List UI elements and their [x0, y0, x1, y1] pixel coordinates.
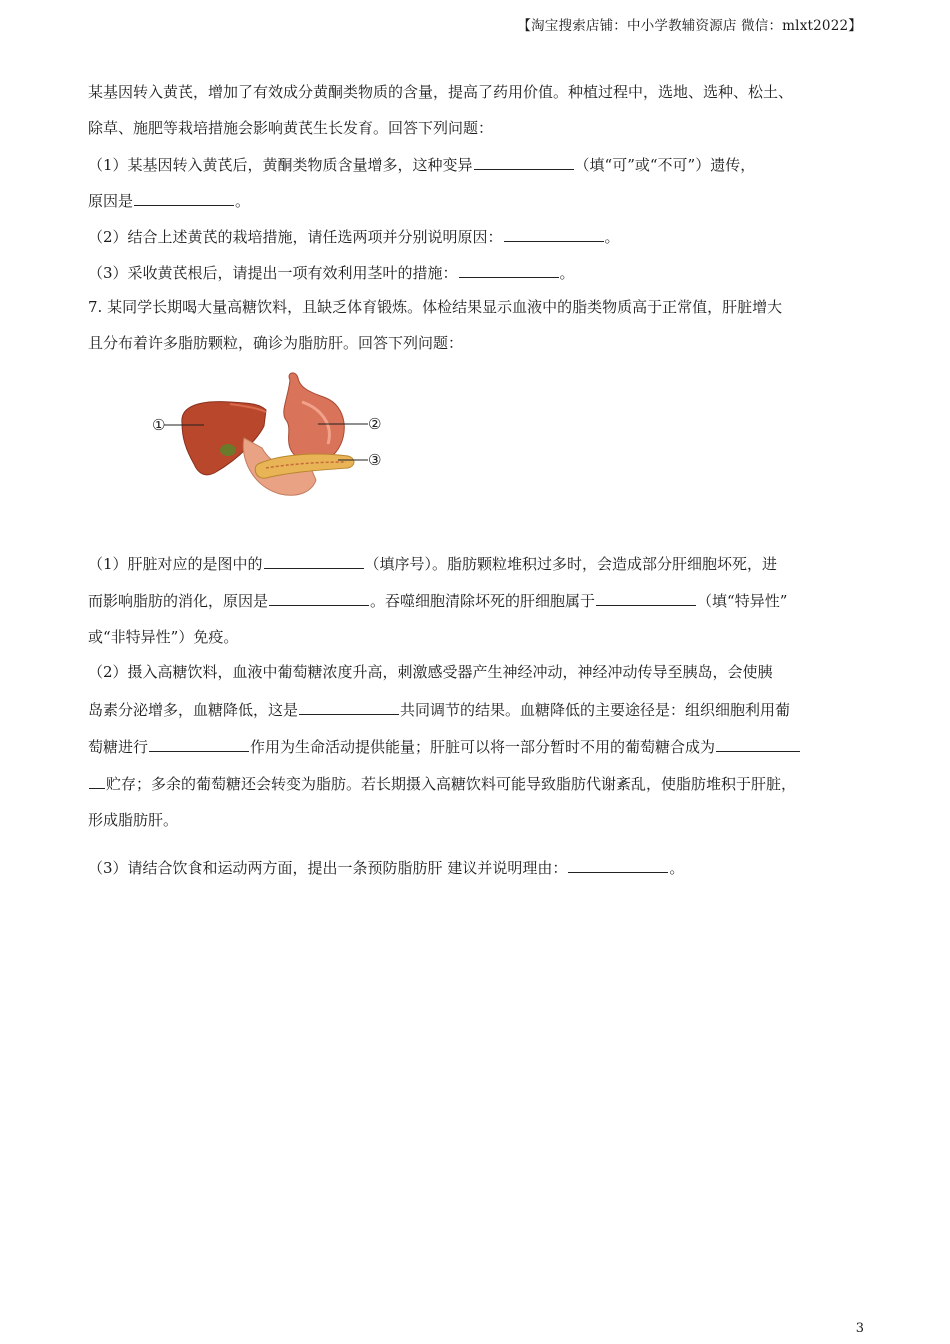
answer-blank[interactable]	[269, 590, 369, 606]
label-3: ③	[368, 451, 382, 469]
label-2: ②	[368, 415, 382, 433]
text: 岛素分泌增多，血糖降低，这是	[88, 701, 299, 719]
text: （填序号）。脂肪颗粒堆积过多时，会造成部分肝细胞坏死，进	[364, 555, 778, 573]
question-line	[88, 857, 684, 878]
page-header: 【淘宝搜索店铺：中小学教辅资源店 微信：mlxt2022】	[517, 18, 862, 34]
text: （1）肝脏对应的是图中的	[88, 555, 263, 573]
answer-blank[interactable]	[459, 262, 559, 278]
text: （3）请结合饮食和运动两方面，提出一条预防脂肪肝 建议并说明理由：	[88, 859, 568, 877]
label-1: ①	[152, 416, 166, 434]
paragraph-line: 某基因转入黄芪，增加了有效成分黄酮类物质的含量，提高了药用价值。种植过程中，选地、选种、松土、	[88, 83, 794, 101]
answer-blank-continued[interactable]	[89, 773, 105, 789]
text: 而影响脂肪的消化，原因是	[88, 592, 269, 610]
text: 。	[559, 264, 575, 282]
question-line	[88, 262, 575, 283]
question-line: 形成脂肪肝。	[88, 811, 179, 829]
answer-blank[interactable]	[568, 857, 668, 873]
digestive-organs-figure	[140, 368, 390, 503]
question-line	[88, 226, 620, 247]
text: 原因是	[88, 192, 134, 210]
question-line: 或“非特异性”）免疫。	[88, 628, 239, 646]
stomach-shape	[284, 373, 344, 462]
answer-blank[interactable]	[716, 736, 800, 752]
question-stem: 7. 某同学长期喝大量高糖饮料，且缺乏体育锻炼。体检结果显示血液中的脂类物质高于正常值，肝脏增大	[88, 298, 783, 316]
question-stem: 且分布着许多脂肪颗粒，确诊为脂肪肝。回答下列问题：	[88, 334, 464, 352]
text: 。	[235, 192, 251, 210]
text: （填“特异性”	[697, 592, 788, 610]
question-line: （2）摄入高糖饮料，血液中葡萄糖浓度升高，刺激感受器产生神经冲动，神经冲动传导至胰岛，会使胰	[88, 663, 773, 681]
text: 。	[669, 859, 685, 877]
paragraph-line: 除草、施肥等栽培措施会影响黄芪生长发育。回答下列问题：	[88, 119, 494, 137]
text: （1）某基因转入黄芪后，黄酮类物质含量增多，这种变异	[88, 156, 473, 174]
text: （3）采收黄芪根后，请提出一项有效利用茎叶的措施：	[88, 264, 458, 282]
text: 萄糖进行	[88, 738, 149, 756]
question-line	[88, 190, 250, 211]
question-line	[88, 553, 777, 574]
text: （填“可”或“不可”）遗传，	[574, 156, 756, 174]
answer-blank[interactable]	[504, 226, 604, 242]
page-number: 3	[855, 1321, 864, 1336]
answer-blank[interactable]	[149, 736, 249, 752]
text: 贮存；多余的葡萄糖还会转变为脂肪。若长期摄入高糖饮料可能导致脂肪代谢紊乱，使脂肪堆积于肝脏，	[106, 775, 797, 793]
text: 作用为生命活动提供能量；肝脏可以将一部分暂时不用的葡萄糖合成为	[250, 738, 716, 756]
answer-blank[interactable]	[299, 699, 399, 715]
answer-blank[interactable]	[264, 553, 364, 569]
question-line	[88, 773, 796, 794]
question-line	[88, 590, 787, 611]
text: 。吞噬细胞清除坏死的肝细胞属于	[370, 592, 596, 610]
question-line	[88, 699, 790, 720]
text: 共同调节的结果。血糖降低的主要途径是：组织细胞利用葡	[400, 701, 791, 719]
answer-blank[interactable]	[474, 154, 574, 170]
text: 。	[604, 228, 620, 246]
answer-blank[interactable]	[596, 590, 696, 606]
question-line	[88, 736, 801, 757]
text: （2）结合上述黄芪的栽培措施，请任选两项并分别说明原因：	[88, 228, 503, 246]
answer-blank[interactable]	[134, 190, 234, 206]
gallbladder-shape	[220, 444, 236, 456]
question-line	[88, 154, 755, 175]
